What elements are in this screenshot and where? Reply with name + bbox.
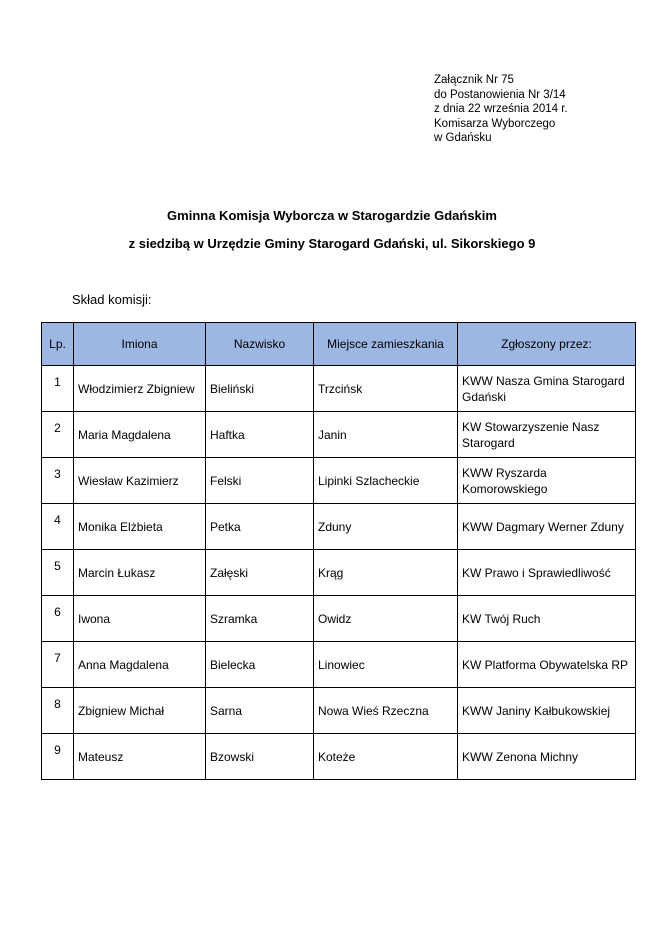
residence-cell: Nowa Wieś Rzeczna (314, 688, 458, 734)
column-header-lp: Lp. (42, 323, 74, 366)
row-number: 6 (42, 596, 74, 642)
page-title: Gminna Komisja Wyborcza w Starogardzie Gdańskim (167, 208, 497, 223)
nominated-by-cell: KWW Zenona Michny (458, 734, 636, 780)
residence-cell: Zduny (314, 504, 458, 550)
nominated-by-cell: KWW Ryszarda Komorowskiego (458, 458, 636, 504)
surname-cell: Felski (206, 458, 314, 504)
first-names-cell: Iwona (74, 596, 206, 642)
nominated-by-cell: KWW Janiny Kałbukowskiej (458, 688, 636, 734)
surname-cell: Haftka (206, 412, 314, 458)
row-number: 3 (42, 458, 74, 504)
annex-line: w Gdańsku (434, 132, 492, 144)
surname-cell: Bzowski (206, 734, 314, 780)
nominated-by-cell: KWW Dagmary Werner Zduny (458, 504, 636, 550)
surname-cell: Szramka (206, 596, 314, 642)
residence-cell: Trzcińsk (314, 366, 458, 412)
annex-line: do Postanowienia Nr 3/14 (434, 88, 566, 101)
table-row (42, 412, 636, 458)
surname-cell: Bielecka (206, 642, 314, 688)
committee-table (41, 322, 636, 780)
first-names-cell: Włodzimierz Zbigniew (74, 366, 206, 412)
table-row (42, 734, 636, 780)
page-subtitle: z siedzibą w Urzędzie Gminy Starogard Gdański, ul. Sikorskiego 9 (128, 236, 536, 251)
residence-cell: Lipinki Szlacheckie (314, 458, 458, 504)
surname-cell: Petka (206, 504, 314, 550)
table-row (42, 688, 636, 734)
row-number: 9 (42, 734, 74, 780)
table-row (42, 550, 636, 596)
column-header-first-names: Imiona (74, 323, 206, 366)
surname-cell: Załęski (206, 550, 314, 596)
section-label: Skład komisji: (72, 292, 152, 307)
table-row (42, 596, 636, 642)
nominated-by-cell: KW Stowarzyszenie Nasz Starogard (458, 412, 636, 458)
nominated-by-cell: KW Platforma Obywatelska RP (458, 642, 636, 688)
annex-note (434, 73, 568, 146)
row-number: 2 (42, 412, 74, 458)
annex-line: Załącznik Nr 75 (434, 74, 514, 86)
column-header-surname: Nazwisko (206, 323, 314, 366)
column-header-nominated-by: Zgłoszony przez: (458, 323, 636, 366)
table-header-row (42, 323, 636, 366)
row-number: 4 (42, 504, 74, 550)
first-names-cell: Marcin Łukasz (74, 550, 206, 596)
surname-cell: Sarna (206, 688, 314, 734)
residence-cell: Owidz (314, 596, 458, 642)
row-number: 7 (42, 642, 74, 688)
table-row (42, 458, 636, 504)
row-number: 8 (42, 688, 74, 734)
first-names-cell: Wiesław Kazimierz (74, 458, 206, 504)
residence-cell: Linowiec (314, 642, 458, 688)
residence-cell: Koteże (314, 734, 458, 780)
nominated-by-cell: KWW Nasza Gmina Starogard Gdański (458, 366, 636, 412)
table-row (42, 504, 636, 550)
residence-cell: Janin (314, 412, 458, 458)
annex-line: Komisarza Wyborczego (434, 117, 556, 130)
first-names-cell: Monika Elżbieta (74, 504, 206, 550)
surname-cell: Bieliński (206, 366, 314, 412)
annex-line: z dnia 22 września 2014 r. (434, 103, 568, 115)
table-row (42, 642, 636, 688)
first-names-cell: Mateusz (74, 734, 206, 780)
nominated-by-cell: KW Prawo i Sprawiedliwość (458, 550, 636, 596)
column-header-residence: Miejsce zamieszkania (314, 323, 458, 366)
row-number: 1 (42, 366, 74, 412)
first-names-cell: Zbigniew Michał (74, 688, 206, 734)
first-names-cell: Anna Magdalena (74, 642, 206, 688)
nominated-by-cell: KW Twój Ruch (458, 596, 636, 642)
table-row (42, 366, 636, 412)
residence-cell: Krąg (314, 550, 458, 596)
first-names-cell: Maria Magdalena (74, 412, 206, 458)
row-number: 5 (42, 550, 74, 596)
